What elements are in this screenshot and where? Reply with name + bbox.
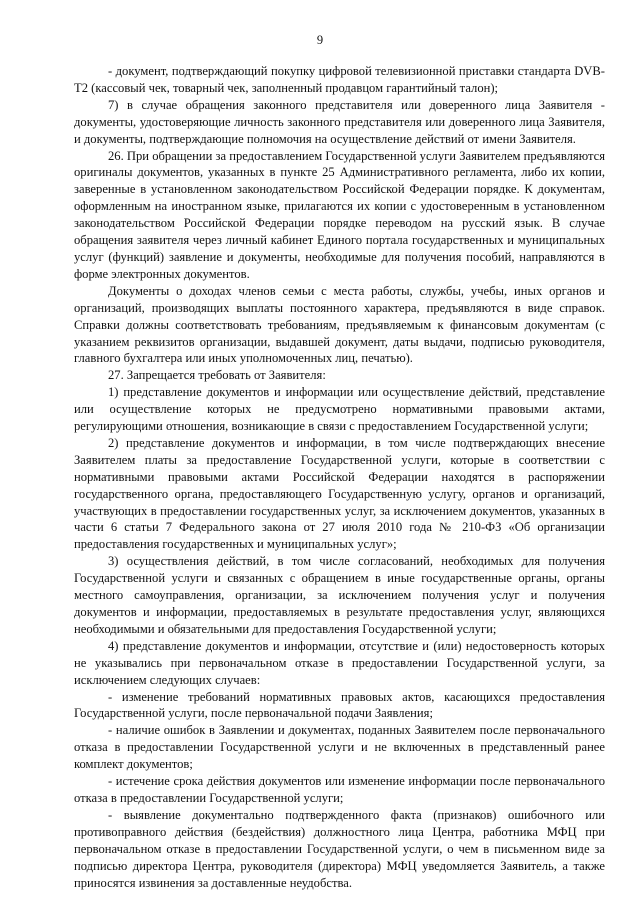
document-body <box>74 63 605 891</box>
list-item: - изменение требований нормативных правовых актов, касающихся предоставления Государственной услуги, после первоначальной подачи Заявления; <box>74 689 605 721</box>
paragraph: 3) осуществления действий, в том числе согласований, необходимых для получения Государственной услуги и связанных с обращением в иные государственные органы, органы местного самоуправления, организации, за исключением получения услуг и получения документов и информации, предоставляемых в результате предоставления услуг, являющихся необходимыми и обязательными для предоставления Государственной услуги; <box>74 554 605 636</box>
list-item: - истечение срока действия документов или изменение информации после первоначального отказа в предоставлении Государственной услуги; <box>74 774 605 805</box>
paragraph: 27. Запрещается требовать от Заявителя: <box>108 368 326 383</box>
paragraph: 2) представление документов и информации, в том числе подтверждающих внесение Заявителем платы за предоставление Государственной услуги, которые в соответствии с нормативными правовыми актами Российской Федерации находятся в распоряжении государственного органа, предоставляющего Государственную услугу, органов и организаций, участвующих в предоставлении государственных услуг, за исключением документов, указанных в части 6 статьи 7 Федерального закона от 27 июля 2010 года № 210-ФЗ «Об организации предоставления государственных и муниципальных услуг»; <box>74 435 605 552</box>
paragraph: - документ, подтверждающий покупку цифровой телевизионной приставки стандарта DVB-T2 (кассовый чек, товарный чек, заполненный продавцом гарантийный талон); <box>74 64 605 95</box>
list-item: - наличие ошибок в Заявлении и документах, поданных Заявителем после первоначального отказа в предоставлении Государственной услуги и не включенных в представленный ранее комплект документов; <box>74 723 605 772</box>
paragraph: 7) в случае обращения законного представителя или доверенного лица Заявителя - документы, удостоверяющие личность законного представителя или доверенного лица Заявителя, и документы, подтверждающие полномочия на осуществление действий от имени Заявителя. <box>74 97 605 146</box>
paragraph: 1) представление документов и информации или осуществление действий, представление или осуществление которых не предусмотрено нормативными правовыми актами, регулирующими отношения, возникающие в связи с предоставлением Государственной услуги; <box>74 385 605 434</box>
paragraph: 4) представление документов и информации, отсутствие и (или) недостоверность которых не указывались при первоначальном отказе в предоставлении Государственной услуги, за исключением следующих случаев: <box>74 638 605 687</box>
paragraph: Документы о доходах членов семьи с места работы, службы, учебы, иных органов и организаций, производящих выплаты постоянного характера, предъявляются в виде справок. Справки должны соответствовать требованиям, предъявляемым к финансовым документам (с указанием реквизитов организации, выдавшей документ, даты выдачи, подписью руководителя, главного бухгалтера или иных уполномоченных лиц, печатью). <box>74 283 605 366</box>
page-number: 9 <box>316 33 324 47</box>
paragraph: 26. При обращении за предоставлением Государственной услуги Заявителем предъявляются оригиналы документов, указанных в пункте 25 Административного регламента, либо их копии, заверенные в установленном законодательством Российской Федерации порядке. К документам, оформленным на иностранном языке, прилагаются их копии с удостоверенным в установленном законодательством Российской Федерации порядке переводом на русский язык. В случае обращения заявителя через личный кабинет Единого портала государственных и муниципальных услуг (функций) заявление и документы, необходимые для получения пособий, направляются в форме электронных документов. <box>74 148 605 281</box>
list-item: - выявление документально подтвержденного факта (признаков) ошибочного или противоправного действия (бездействия) должностного лица Центра, работника МФЦ при первоначальном отказе в предоставлении Государственной услуги, о чем в письменном виде за подписью директора Центра, руководителя (директора) МФЦ уведомляется Заявитель, а также приносятся извинения за доставленные неудобства. <box>74 807 605 890</box>
